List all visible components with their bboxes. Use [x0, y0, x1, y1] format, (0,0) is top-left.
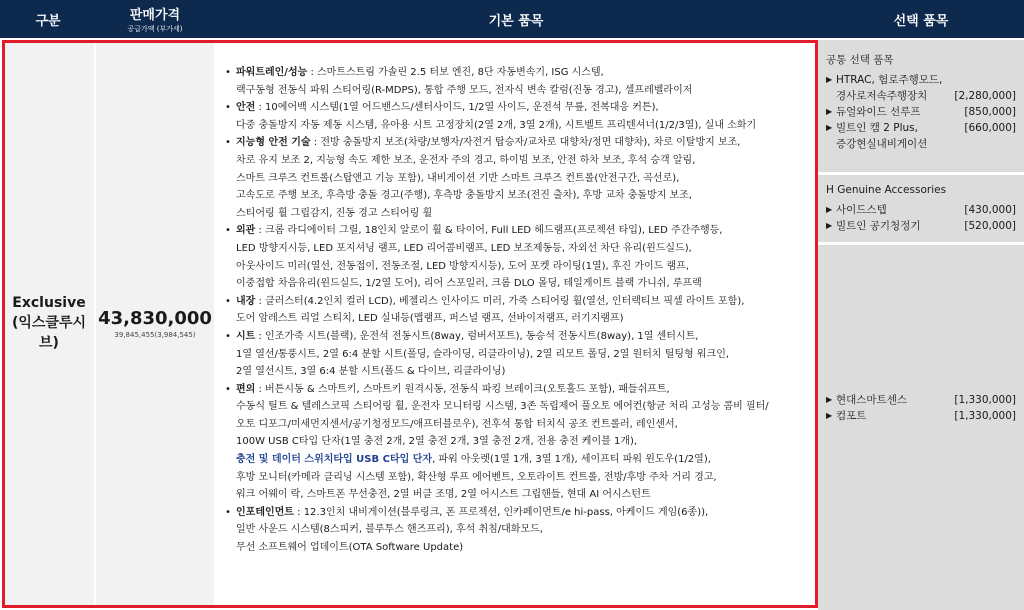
- header-price-label: 판매가격: [129, 8, 181, 23]
- bullet-icon: •: [225, 330, 231, 342]
- common-options-title: 공통 선택 품목: [826, 54, 894, 66]
- option-price: [2,280,000]: [954, 90, 1016, 102]
- option-item-smart-sense[interactable]: [826, 392, 1016, 408]
- option-name: 듀얼와이드 선루프: [836, 106, 921, 118]
- feature-text: 도어 암레스트 리얼 스티치, LED 실내등(맵램프, 퍼스널 램프, 선바이저램프, 러기지램프): [236, 313, 624, 325]
- triangle-icon: ▶: [826, 75, 833, 84]
- bullet-icon: •: [225, 383, 231, 395]
- feature-line: [236, 451, 808, 469]
- feature-item: [224, 504, 808, 557]
- feature-line: [236, 64, 808, 82]
- feature-line: [236, 170, 808, 188]
- feature-line: [236, 82, 808, 100]
- triangle-icon: ▶: [826, 221, 833, 230]
- trim-grade-cell: [4, 40, 94, 606]
- option-name-line2: 경사로저속주행장치: [836, 90, 928, 102]
- option-price: [430,000]: [964, 204, 1016, 216]
- feature-text: 스티어링 휠 그립감지, 진동 경고 스티어링 휠: [236, 207, 433, 219]
- feature-text: 1열 열선/통풍시트, 2열 6:4 분할 시트(폴딩, 슬라이딩, 리클라이닝), 2열 리모트 폴딩, 2열 원터치 틸팅형 워크인,: [236, 348, 730, 360]
- feature-line: [236, 381, 808, 399]
- feature-line: [236, 433, 808, 451]
- trim-price-cell: [96, 40, 214, 606]
- trim-price-sub: 39,845,455(3,984,545): [114, 330, 196, 339]
- triangle-icon: ▶: [826, 205, 833, 214]
- triangle-icon: ▶: [826, 123, 833, 132]
- option-item-htrac[interactable]: [826, 72, 1016, 104]
- bullet-icon: •: [225, 102, 231, 114]
- header-basic-label: 기본 품목: [488, 13, 544, 29]
- header-grade-label: 구분: [35, 13, 61, 29]
- option-name: 빌트인 캠 2 Plus,: [836, 122, 918, 134]
- option-price: [660,000]: [964, 122, 1016, 134]
- feature-category: 외관: [236, 225, 256, 237]
- feature-text: : 10에어백 시스템(1열 어드밴스드/센터사이드, 1/2열 사이드, 운전석 무릎, 전복대응 커튼),: [255, 102, 659, 114]
- option-price: [850,000]: [964, 106, 1016, 118]
- feature-item: [224, 328, 808, 381]
- feature-text: : 인조가죽 시트(블랙), 운전석 전동시트(8way, 럼버서포트), 동승석 전동시트(8way), 1열 센터시트,: [255, 330, 699, 342]
- feature-text: 고속도로 주행 보조, 후측방 충돌 경고(주행), 후측방 충돌방지 보조(전진 출차), 후방 교차 충돌방지 보조,: [236, 190, 693, 202]
- feature-line: [236, 117, 808, 135]
- feature-line: [236, 398, 808, 416]
- feature-line: [236, 134, 808, 152]
- feature-text: 2열 열선시트, 3열 6:4 분할 시트(폴드 & 다이브, 리클라이닝): [236, 366, 506, 378]
- option-name: 컴포트: [836, 410, 867, 422]
- header-option-label: 선택 품목: [893, 13, 949, 29]
- header-price-sub: 공급가액 (부가세): [127, 25, 183, 33]
- bullet-icon: •: [225, 225, 231, 237]
- feature-item: [224, 293, 808, 328]
- trim-options: [818, 392, 1024, 424]
- option-divider: [818, 172, 1024, 175]
- feature-text: , 파워 아웃렛(1열 1개, 3열 1개), 세이프티 파워 윈도우(1/2열),: [432, 454, 711, 466]
- basic-features-list: [216, 40, 812, 606]
- feature-text: : 크롬 라디에이터 그릴, 18인치 알로이 휠 & 타이어, Full LED 헤드램프(프로젝션 타입), LED 주간주행등,: [255, 225, 723, 237]
- feature-line: [236, 258, 808, 276]
- feature-line: [236, 521, 808, 539]
- option-item-sunroof[interactable]: [826, 104, 1016, 120]
- header-price: [96, 0, 214, 38]
- feature-category: 안전: [236, 102, 256, 114]
- feature-line: [236, 99, 808, 117]
- header-option: [818, 0, 1024, 38]
- feature-line: [236, 275, 808, 293]
- triangle-icon: ▶: [826, 107, 833, 116]
- option-name: 현대스마트센스: [836, 394, 908, 406]
- feature-text: : 12.3인치 내비게이션(블루링크, 폰 프로젝션, 인카페이먼트/e hi-pass, 아케이드 게임(6종)),: [293, 506, 709, 518]
- feature-text: 랙구동형 전동식 파워 스티어링(R-MDPS), 통합 주행 모드, 전자식 변속 칼럼(진동 경고), 셀프레벨라이저: [236, 84, 693, 96]
- header-basic: [214, 0, 818, 38]
- option-item-side-step[interactable]: [826, 202, 1016, 218]
- option-name: HTRAC, 험로주행모드,: [836, 74, 943, 86]
- feature-line: [236, 152, 808, 170]
- option-price: [1,330,000]: [954, 410, 1016, 422]
- feature-line: [236, 293, 808, 311]
- feature-line: [236, 363, 808, 381]
- feature-text: 차로 유지 보조 2, 지능형 속도 제한 보조, 운전자 주의 경고, 하이빔 보조, 안전 하차 보조, 후석 승객 알림,: [236, 154, 696, 166]
- feature-highlight: 충전 및 데이터 스위치타입 USB C타입 단자: [236, 454, 433, 466]
- feature-line: [236, 310, 808, 328]
- feature-text: 100W USB C타입 단자(1열 충전 2개, 2열 충전 2개, 3열 충전 2개, 전용 충전 케이블 1개),: [236, 436, 638, 448]
- feature-line: [236, 328, 808, 346]
- trim-name-ko: (익스클루시브): [11, 315, 87, 351]
- option-item-air-purifier[interactable]: [826, 218, 1016, 234]
- trim-row: [0, 40, 1024, 610]
- feature-text: 무선 소프트웨어 업데이트(OTA Software Update): [236, 542, 464, 554]
- option-price: [1,330,000]: [954, 394, 1016, 406]
- feature-line: [236, 205, 808, 223]
- feature-line: [236, 416, 808, 434]
- bullet-icon: •: [225, 295, 231, 307]
- option-divider: [818, 242, 1024, 245]
- feature-text: LED 방향지시등, LED 포지셔닝 램프, LED 리어콤비램프, LED 보조제동등, 자외선 차단 유리(윈드실드),: [236, 242, 692, 254]
- common-options: [818, 52, 1024, 152]
- triangle-icon: ▶: [826, 411, 833, 420]
- feature-item: [224, 99, 808, 134]
- feature-item: [224, 134, 808, 222]
- option-name-line2: 증강현실내비게이션: [836, 138, 928, 150]
- trim-price: 43,830,000: [98, 307, 212, 329]
- accessories-title: H Genuine Accessories: [826, 184, 947, 196]
- feature-category: 지능형 안전 기술: [236, 137, 311, 149]
- feature-text: : 버튼시동 & 스마트키, 스마트키 원격시동, 전동식 파킹 브레이크(오토홀드 포함), 패들쉬프트,: [255, 383, 670, 395]
- feature-line: [236, 240, 808, 258]
- option-name: 사이드스텝: [836, 204, 887, 216]
- trim-name-en: Exclusive: [12, 295, 86, 311]
- table-header: [0, 0, 1024, 38]
- feature-item: [224, 222, 808, 292]
- option-price: [520,000]: [964, 220, 1016, 232]
- feature-text: 오토 디포그/미세먼지센서/공기청정모드/애프터블로우), 전후석 통합 터치식 공조 컨트롤러, 레인센서,: [236, 418, 678, 430]
- feature-text: 워크 어웨이 락, 스마트폰 무선충전, 2열 버클 조명, 2열 어시스트 그립핸들, 현대 AI 어시스턴트: [236, 489, 651, 501]
- feature-text: 스마트 크루즈 컨트롤(스탑앤고 기능 포함), 내비게이션 기반 스마트 크루즈 컨트롤(안전구간, 곡선로),: [236, 172, 680, 184]
- feature-line: [236, 346, 808, 364]
- option-name: 빌트인 공기청정기: [836, 220, 921, 232]
- feature-text: : 클러스터(4.2인치 컬러 LCD), 베젤리스 인사이드 미러, 가죽 스티어링 휠(열선, 인터랙티브 픽셀 라이트 포함),: [255, 295, 745, 307]
- feature-item: [224, 64, 808, 99]
- bullet-icon: •: [225, 67, 231, 78]
- bullet-icon: •: [225, 506, 231, 518]
- option-item-comfort[interactable]: [826, 408, 1016, 424]
- feature-category: 시트: [236, 330, 256, 342]
- header-grade: [0, 0, 96, 38]
- feature-text: 다중 충돌방지 자동 제동 시스템, 유아용 시트 고정장치(2열 2개, 3열 2개), 시트벨트 프리텐셔너(1/2/3열), 실내 소화기: [236, 119, 757, 131]
- feature-category: 인포테인먼트: [236, 506, 294, 518]
- feature-line: [236, 539, 808, 557]
- feature-text: : 스마트스트림 가솔린 2.5 터보 엔진, 8단 자동변속기, ISG 시스템,: [307, 67, 604, 78]
- feature-category: 내장: [236, 295, 256, 307]
- option-column: [818, 40, 1024, 610]
- feature-text: : 전방 충돌방지 보조(차량/보행자/자전거 탑승자/교차로 대향차/정면 대향차), 차로 이탈방지 보조,: [310, 137, 741, 149]
- accessories-options: [818, 182, 1024, 234]
- option-item-builtin-cam[interactable]: [826, 120, 1016, 152]
- feature-line: [236, 469, 808, 487]
- feature-line: [236, 187, 808, 205]
- feature-text: 후방 모니터(카메라 클리닝 시스템 포함), 확산형 루프 에어벤트, 오토라이트 컨트롤, 전방/후방 주차 거리 경고,: [236, 471, 717, 483]
- bullet-icon: •: [225, 137, 231, 149]
- feature-category: 파워트레인/성능: [236, 67, 308, 78]
- feature-text: 일반 사운드 시스템(8스피커, 블루투스 핸즈프리), 후석 취침/대화모드,: [236, 524, 543, 536]
- feature-item: [224, 381, 808, 504]
- triangle-icon: ▶: [826, 395, 833, 404]
- feature-line: [236, 486, 808, 504]
- feature-line: [236, 222, 808, 240]
- feature-text: 수동식 틸트 & 텔레스코픽 스티어링 휠, 운전자 모니터링 시스템, 3존 독립제어 풀오토 에어컨(항균 처리 고성능 콤비 필터/: [236, 401, 769, 413]
- feature-text: 아웃사이드 미러(열선, 전동접이, 전동조절, LED 방향지시등), 도어 포켓 라이팅(1열), 후진 가이드 램프,: [236, 260, 690, 272]
- feature-category: 편의: [236, 383, 256, 395]
- feature-text: 이중접합 차음유리(윈드실드, 1/2열 도어), 리어 스포일러, 크롬 DLO 몰딩, 테일게이트 블랙 가니쉬, 루프랙: [236, 278, 702, 290]
- feature-line: [236, 504, 808, 522]
